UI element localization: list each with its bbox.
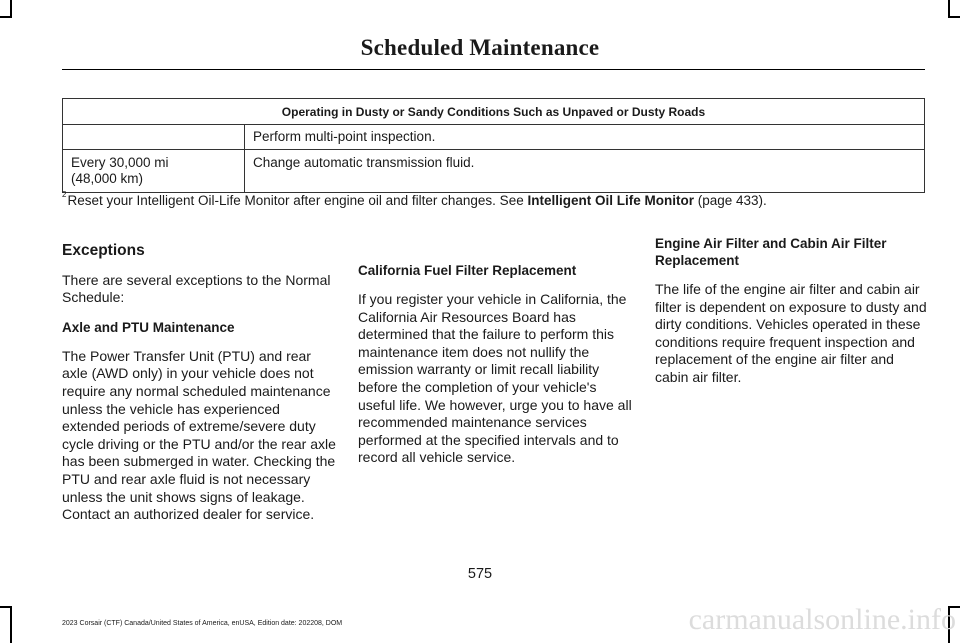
action-cell: Change automatic transmission fluid. [245, 150, 925, 193]
interval-cell [63, 150, 245, 193]
air-filter-body: The life of the engine air filter and cabin air filter is dependent on exposure to dusty and dirty conditions. Vehicles operated in these conditions require frequent inspection and replacement of the engine air filter and cabin air filter. [655, 281, 927, 385]
section-heading-exceptions: Exceptions [62, 242, 145, 259]
table-row [63, 150, 925, 193]
axle-ptu-body: The Power Transfer Unit (PTU) and rear axle (AWD only) in your vehicle does not require any normal scheduled maintenance unless the vehicle has experienced extended periods of extreme/severe duty cycle driving or the PTU and/or the rear axle has been submerged in water. Checking the PTU and rear axle fluid is not necessary unless the unit shows signs of leakage. Contact an authorized dealer for service. [62, 347, 336, 523]
footnote-text: Reset your Intelligent Oil-Life Monitor after engine oil and filter changes. See [67, 193, 528, 208]
interval-miles: Every 30,000 mi [71, 155, 169, 170]
footnote-link[interactable]: Intelligent Oil Life Monitor [527, 193, 694, 208]
exceptions-intro: There are several exceptions to the Normal Schedule: [62, 271, 331, 306]
crop-mark-bottom-left-h [0, 606, 12, 608]
footnote-page-ref: (page 433). [693, 193, 767, 208]
interval-cell [63, 125, 245, 150]
subheading-air-filter: Engine Air Filter and Cabin Air Filter Replacement [655, 236, 887, 268]
table-row [63, 125, 925, 150]
action-cell: Perform multi-point inspection. [245, 125, 925, 150]
footnote-marker: 2 [62, 190, 67, 199]
interval-km: (48,000 km) [71, 171, 144, 186]
edition-line: 2023 Corsair (CTF) Canada/United States of America, enUSA, Edition date: 202208, DOM [62, 620, 343, 627]
footnote [62, 190, 767, 208]
crop-mark-bottom-left-v [10, 606, 12, 643]
fuel-filter-body: If you register your vehicle in California, the California Air Resources Board has determined that the failure to perform this maintenance item does not nullify the emission warranty or limit recall liability before the completion of your vehicle's useful life. We however, urge you to have all recommended maintenance services performed at the specified intervals and to record all vehicle service. [358, 291, 632, 466]
page-title: Scheduled Maintenance [360, 35, 600, 60]
subheading-fuel-filter: California Fuel Filter Replacement [358, 263, 577, 278]
table-header-row [63, 99, 925, 125]
table-heading: Operating in Dusty or Sandy Conditions Such as Unpaved or Dusty Roads [63, 99, 925, 125]
watermark: carmanualsonline.info [688, 603, 956, 636]
column-air-filter [655, 235, 927, 399]
crop-mark-top-left-h [0, 16, 12, 18]
column-exceptions [62, 240, 337, 536]
column-fuel-filter [358, 262, 633, 479]
page-number: 575 [467, 566, 493, 582]
maintenance-table [62, 98, 925, 193]
crop-mark-top-right-h [948, 16, 960, 18]
subheading-axle-ptu: Axle and PTU Maintenance [62, 319, 235, 335]
header-rule [62, 69, 925, 70]
